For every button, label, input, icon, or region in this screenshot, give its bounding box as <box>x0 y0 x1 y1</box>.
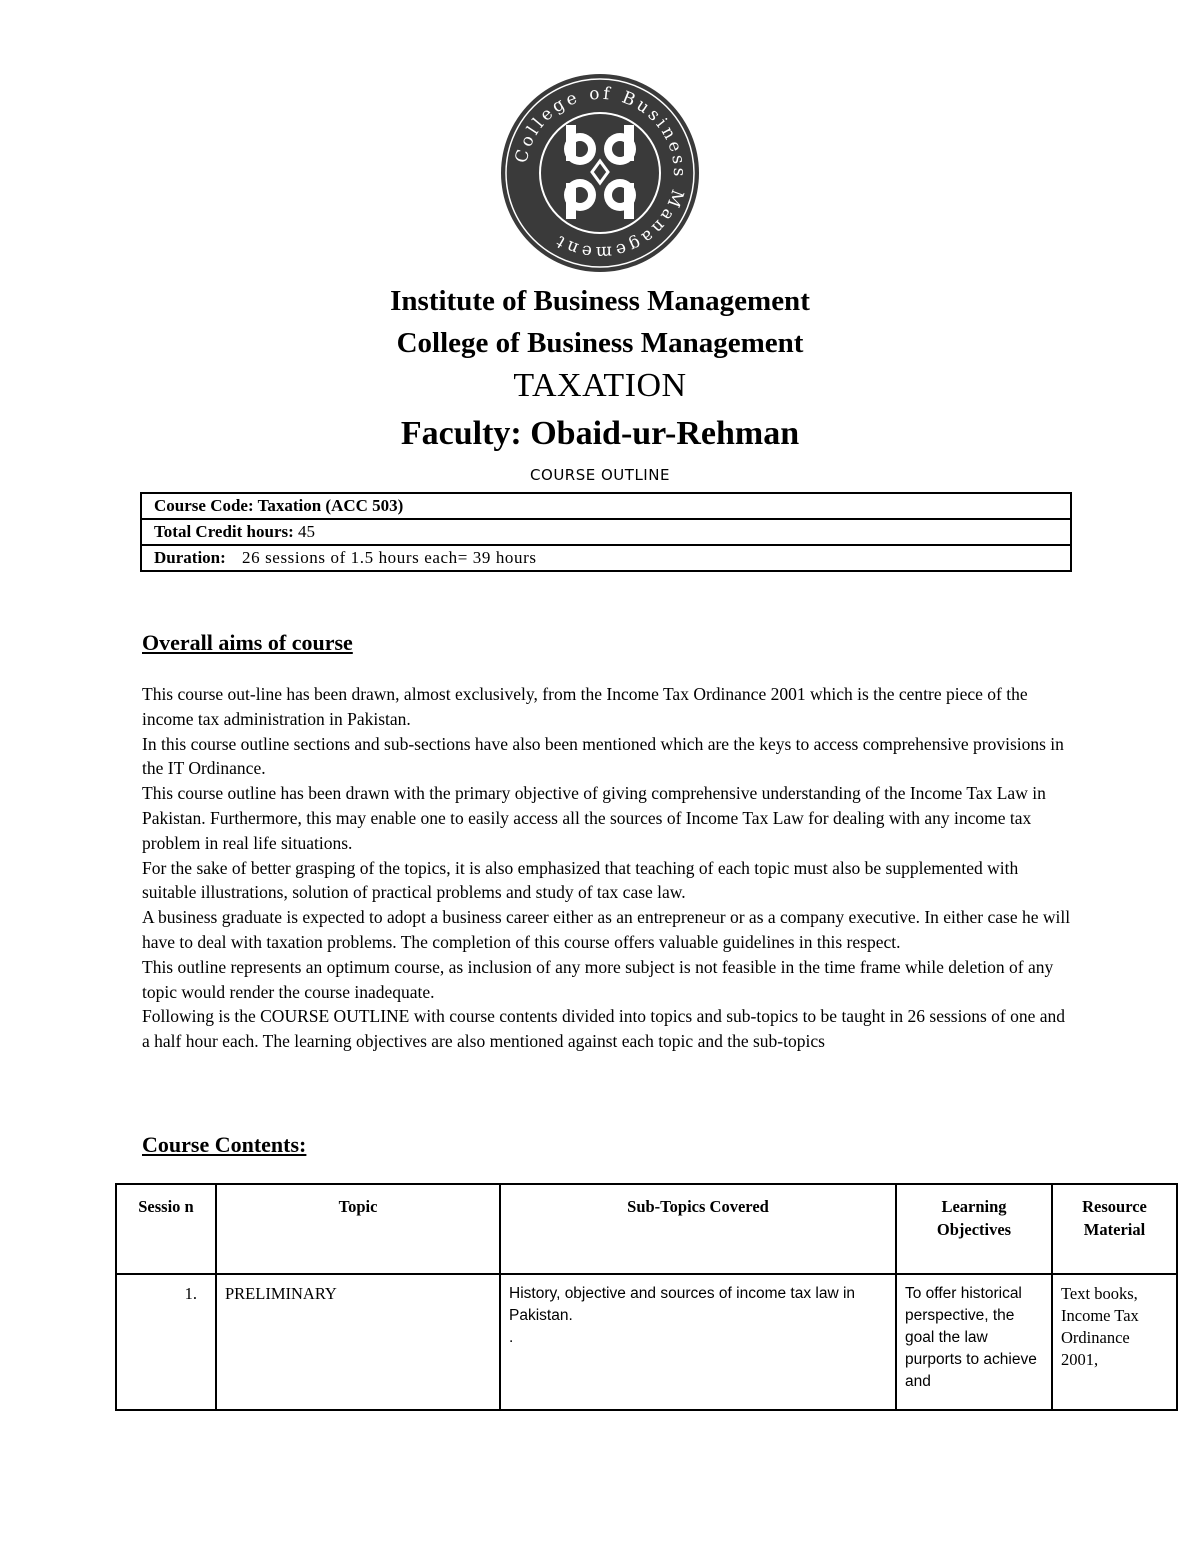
subtopics-text: History, objective and sources of income tax law in Pakistan. <box>509 1285 856 1324</box>
college-logo <box>500 73 700 273</box>
topic-cell: PRELIMINARY <box>216 1274 500 1410</box>
col-session: Sessio n <box>116 1184 216 1274</box>
credit-hours-row <box>141 519 1071 545</box>
course-code-row <box>141 493 1071 519</box>
table-header-row <box>116 1184 1177 1274</box>
course-contents-table <box>115 1183 1178 1411</box>
aims-paragraph: A business graduate is expected to adopt a business career either as an entrepreneur or as a company executive. In either case he will have to deal with taxation problems. The completion of this course offers valuable guidelines in this respect. <box>142 907 1071 952</box>
credit-hours-value: 45 <box>298 522 316 541</box>
col-topic: Topic <box>216 1184 500 1274</box>
college-title: College of Business Management <box>396 327 804 359</box>
aims-paragraph: This course outline has been drawn with the primary objective of giving comprehensive understanding of the Income Tax Law in Pakistan. Furthermore, this may enable one to easily access all the sources of Income Tax Law for dealing with any income tax problem in real life situations. <box>142 783 1046 853</box>
subtopics-extra: . <box>509 1329 514 1346</box>
resources-cell: Text books, Income Tax Ordinance 2001, <box>1052 1274 1177 1410</box>
aims-paragraph: In this course outline sections and sub-sections have also been mentioned which are the keys to access comprehensive provisions in the IT Ordinance. <box>142 733 1064 779</box>
course-info-table <box>140 492 1072 572</box>
col-objectives: Learning Objectives <box>896 1184 1052 1274</box>
course-title: TAXATION <box>513 367 687 404</box>
institute-title: Institute of Business Management <box>390 285 810 317</box>
faculty-title: Faculty: Obaid-ur-Rehman <box>400 415 800 452</box>
session-number: 1. <box>116 1274 216 1410</box>
table-row <box>116 1274 1177 1410</box>
aims-paragraph: This outline represents an optimum course, as inclusion of any more subject is not feasible in the time frame while deletion of any topic would render the course inadequate. <box>142 956 1054 1002</box>
aims-paragraph: This course out-line has been drawn, almost exclusively, from the Income Tax Ordinance 2001 which is the centre piece of the income tax administration in Pakistan. <box>142 684 1028 729</box>
duration-value: 26 sessions of 1.5 hours each= 39 hours <box>242 548 537 567</box>
credit-hours-label: Total Credit hours: <box>154 522 294 541</box>
document-subtitle: COURSE OUTLINE <box>530 466 670 484</box>
duration-label: Duration: <box>154 548 226 567</box>
objectives-cell: To offer historical perspective, the goal the law purports to achieve and <box>896 1274 1052 1410</box>
subtopics-cell <box>500 1274 896 1410</box>
aims-text <box>142 682 1072 1054</box>
contents-heading: Course Contents: <box>142 1132 307 1157</box>
aims-paragraph: For the sake of better grasping of the topics, it is also emphasized that teaching of each topic must also be supplemented with suitable illustrations, solution of practical problems and study of tax case law. <box>142 857 1019 903</box>
aims-paragraph: Following is the COURSE OUTLINE with course contents divided into topics and sub-topics to be taught in 26 sessions of one and a half hour each. The learning objectives are also mentioned against each topic and the sub-topics <box>142 1006 1066 1052</box>
logo-ring-text: College of Business Management <box>511 83 690 263</box>
course-code: Course Code: Taxation (ACC 503) <box>141 493 1071 519</box>
col-subtopics: Sub-Topics Covered <box>500 1184 896 1274</box>
col-resources: Resource Material <box>1052 1184 1177 1274</box>
aims-heading: Overall aims of course <box>142 630 353 655</box>
duration-row <box>141 545 1071 571</box>
